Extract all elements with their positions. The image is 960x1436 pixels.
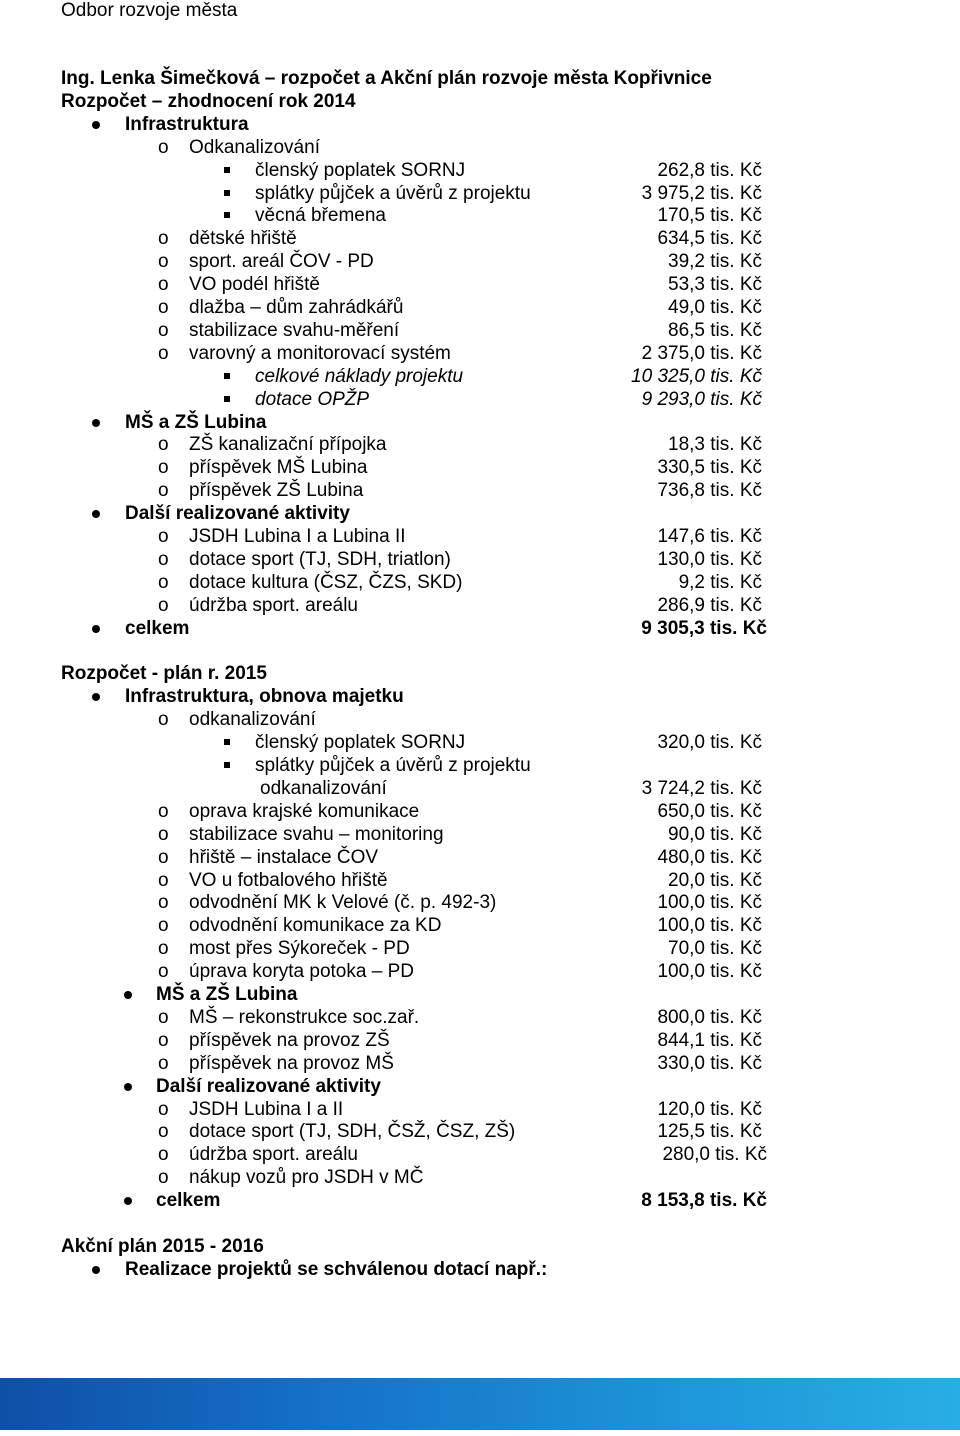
circle-bullet-icon: o — [158, 938, 169, 960]
amount-value: 320,0 tis. Kč — [657, 732, 762, 754]
amount-value: 8 153,8 tis. Kč — [641, 1190, 767, 1212]
bullet-icon — [92, 625, 100, 633]
line-label: ZŠ kanalizační přípojka — [189, 434, 387, 456]
document-line — [0, 617, 960, 640]
amount-value: 3 975,2 tis. Kč — [641, 182, 762, 204]
amount-value: 9 293,0 tis. Kč — [641, 388, 762, 410]
amount-value: 90,0 tis. Kč — [668, 823, 762, 845]
line-label: Další realizované aktivity — [156, 1075, 381, 1097]
square-bullet-icon — [224, 373, 230, 379]
amount-value: 53,3 tis. Kč — [668, 274, 762, 296]
circle-bullet-icon: o — [158, 915, 169, 937]
bullet-icon — [124, 1083, 132, 1091]
line-label: odkanalizování — [189, 709, 316, 731]
circle-bullet-icon: o — [158, 274, 169, 296]
bullet-icon — [92, 121, 100, 129]
amount-value: 9,2 tis. Kč — [678, 571, 762, 593]
document-line — [0, 800, 960, 823]
line-label: příspěvek na provoz ZŠ — [189, 1029, 390, 1051]
document-line — [0, 1006, 960, 1029]
amount-value: 120,0 tis. Kč — [657, 1098, 762, 1120]
line-label: most přes Sýkoreček - PD — [189, 938, 410, 960]
document-line — [0, 1029, 960, 1052]
circle-bullet-icon: o — [158, 251, 169, 273]
circle-bullet-icon: o — [158, 457, 169, 479]
square-bullet-icon — [224, 396, 230, 402]
document-line — [0, 1052, 960, 1075]
document-line — [0, 365, 960, 388]
line-label: údržba sport. areálu — [189, 594, 358, 616]
document-line — [0, 594, 960, 617]
circle-bullet-icon: o — [158, 1098, 169, 1120]
line-label: Infrastruktura, obnova majetku — [125, 686, 404, 708]
line-label: hřiště – instalace ČOV — [189, 846, 379, 868]
line-label: Realizace projektů se schválenou dotací např.: — [125, 1258, 548, 1280]
circle-bullet-icon: o — [158, 319, 169, 341]
line-label: údržba sport. areálu — [189, 1144, 358, 1166]
document-line — [0, 731, 960, 754]
amount-value: 280,0 tis. Kč — [662, 1144, 767, 1166]
amount-value: 736,8 tis. Kč — [657, 480, 762, 502]
amount-value: 634,5 tis. Kč — [657, 228, 762, 250]
line-label: MŠ a ZŠ Lubina — [156, 984, 298, 1005]
document-line — [0, 548, 960, 571]
amount-value: 86,5 tis. Kč — [668, 319, 762, 341]
circle-bullet-icon: o — [158, 228, 169, 250]
circle-bullet-icon: o — [158, 342, 169, 364]
document-line — [0, 388, 960, 411]
document-line — [0, 891, 960, 914]
document-line — [0, 296, 960, 319]
line-label: Rozpočet - plán r. 2015 — [61, 663, 267, 685]
document-line — [0, 227, 960, 250]
line-label: věcná břemena — [255, 205, 386, 227]
circle-bullet-icon: o — [158, 1167, 169, 1189]
document-line — [0, 204, 960, 227]
amount-value: 130,0 tis. Kč — [657, 548, 762, 570]
document-line — [0, 777, 960, 800]
amount-value: 147,6 tis. Kč — [657, 526, 762, 547]
document-line — [0, 433, 960, 456]
amount-value: 800,0 tis. Kč — [657, 1006, 762, 1028]
document-line — [0, 1075, 960, 1098]
line-label: příspěvek na provoz MŠ — [189, 1052, 394, 1074]
amount-value: 70,0 tis. Kč — [668, 938, 762, 960]
square-bullet-icon — [224, 190, 230, 196]
document-line — [0, 1235, 960, 1258]
amount-value: 100,0 tis. Kč — [657, 961, 762, 983]
circle-bullet-icon: o — [158, 526, 169, 547]
amount-value: 3 724,2 tis. Kč — [641, 777, 762, 799]
line-label: MŠ a ZŠ Lubina — [125, 411, 267, 433]
circle-bullet-icon: o — [158, 1052, 169, 1074]
document-line — [0, 846, 960, 869]
line-label: stabilizace svahu – monitoring — [189, 823, 444, 845]
amount-value: 170,5 tis. Kč — [657, 205, 762, 227]
line-label: Infrastruktura — [125, 113, 249, 135]
line-label: Odkanalizování — [189, 136, 320, 158]
line-label: odvodnění komunikace za KD — [189, 915, 442, 937]
amount-value: 20,0 tis. Kč — [668, 869, 762, 891]
amount-value: 100,0 tis. Kč — [657, 892, 762, 914]
line-label: Ing. Lenka Šimečková – rozpočet a Akční plán rozvoje města Kopřivnice — [61, 68, 712, 89]
line-label: dotace OPŽP — [255, 388, 370, 410]
document-line — [0, 182, 960, 205]
amount-value: 330,5 tis. Kč — [657, 457, 762, 479]
circle-bullet-icon: o — [158, 1144, 169, 1166]
bullet-icon — [124, 1197, 132, 1205]
circle-bullet-icon: o — [158, 1029, 169, 1051]
line-label: Další realizované aktivity — [125, 503, 350, 525]
line-label: celkové náklady projektu — [255, 365, 464, 387]
line-label: VO podél hřiště — [189, 274, 320, 296]
document-line — [0, 525, 960, 548]
circle-bullet-icon: o — [158, 709, 169, 731]
document-line — [0, 960, 960, 983]
line-label: odvodnění MK k Velové (č. p. 492-3) — [189, 892, 497, 914]
circle-bullet-icon: o — [158, 800, 169, 822]
document-line — [0, 319, 960, 342]
document-line — [0, 914, 960, 937]
amount-value: 2 375,0 tis. Kč — [641, 342, 762, 364]
document-line — [0, 90, 960, 113]
amount-value: 262,8 tis. Kč — [657, 159, 762, 181]
line-label: dotace sport (TJ, SDH, triatlon) — [189, 548, 451, 570]
circle-bullet-icon: o — [158, 869, 169, 891]
circle-bullet-icon: o — [158, 548, 169, 570]
line-label: Akční plán 2015 - 2016 — [61, 1235, 264, 1257]
line-label: MŠ – rekonstrukce soc.zař. — [189, 1006, 420, 1028]
line-label: splátky půjček a úvěrů z projektu — [255, 755, 531, 776]
line-label: JSDH Lubina I a II — [189, 1098, 344, 1120]
document-line — [0, 937, 960, 960]
document-line — [0, 67, 960, 90]
document-line — [0, 708, 960, 731]
amount-value: 18,3 tis. Kč — [668, 434, 762, 456]
amount-value: 10 325,0 tis. Kč — [631, 365, 762, 387]
circle-bullet-icon: o — [158, 480, 169, 502]
document-line — [0, 1166, 960, 1189]
line-label: splátky půjček a úvěrů z projektu — [255, 182, 531, 204]
bullet-icon — [124, 991, 132, 999]
line-label: dotace sport (TJ, SDH, ČSŽ, ČSZ, ZŠ) — [189, 1121, 516, 1143]
square-bullet-icon — [224, 167, 230, 173]
amount-value: 844,1 tis. Kč — [657, 1029, 762, 1051]
line-label: příspěvek ZŠ Lubina — [189, 480, 364, 502]
bullet-icon — [92, 1266, 100, 1274]
document-line — [0, 159, 960, 182]
document-line — [0, 456, 960, 479]
circle-bullet-icon: o — [158, 297, 169, 318]
circle-bullet-icon: o — [158, 434, 169, 456]
circle-bullet-icon: o — [158, 961, 169, 983]
line-label: Rozpočet – zhodnocení rok 2014 — [61, 90, 356, 112]
line-label: VO u fotbalového hřiště — [189, 869, 388, 891]
amount-value: 125,5 tis. Kč — [657, 1121, 762, 1143]
document-line — [0, 754, 960, 777]
circle-bullet-icon: o — [158, 136, 169, 158]
line-label: varovný a monitorovací systém — [189, 342, 451, 364]
line-label: úprava koryta potoka – PD — [189, 961, 414, 983]
document-line — [0, 479, 960, 502]
line-label: členský poplatek SORNJ — [255, 732, 466, 754]
line-label: příspěvek MŠ Lubina — [189, 457, 368, 479]
document-line — [0, 823, 960, 846]
document-line — [0, 136, 960, 159]
circle-bullet-icon: o — [158, 594, 169, 616]
document-line — [0, 869, 960, 892]
document-line — [0, 342, 960, 365]
document-line — [0, 411, 960, 434]
square-bullet-icon — [224, 762, 230, 768]
line-label: celkem — [125, 617, 190, 639]
document-line — [0, 502, 960, 525]
document-line — [0, 685, 960, 708]
footer-color-bar — [0, 1378, 960, 1430]
line-label: stabilizace svahu-měření — [189, 319, 400, 341]
bullet-icon — [92, 419, 100, 427]
amount-value: 286,9 tis. Kč — [657, 594, 762, 616]
circle-bullet-icon: o — [158, 571, 169, 593]
amount-value: 650,0 tis. Kč — [657, 800, 762, 822]
document-line — [0, 1189, 960, 1212]
page-header-title: Odbor rozvoje města — [61, 0, 238, 21]
document-line — [0, 571, 960, 594]
document-line — [0, 983, 960, 1006]
document-line — [0, 1258, 960, 1281]
line-label: dětské hřiště — [189, 228, 297, 250]
line-label: sport. areál ČOV - PD — [189, 251, 374, 273]
circle-bullet-icon: o — [158, 1121, 169, 1143]
amount-value: 39,2 tis. Kč — [668, 251, 762, 273]
line-label: dotace kultura (ČSZ, ČZS, SKD) — [189, 571, 463, 593]
bullet-icon — [92, 510, 100, 518]
line-label: členský poplatek SORNJ — [255, 159, 466, 181]
document-line — [0, 1120, 960, 1143]
document-line — [0, 273, 960, 296]
line-label: oprava krajské komunikace — [189, 800, 420, 822]
line-label: JSDH Lubina I a Lubina II — [189, 526, 406, 547]
amount-value: 330,0 tis. Kč — [657, 1052, 762, 1074]
amount-value: 480,0 tis. Kč — [657, 846, 762, 868]
circle-bullet-icon: o — [158, 892, 169, 914]
line-label: dlažba – dům zahrádkářů — [189, 297, 404, 318]
amount-value: 49,0 tis. Kč — [668, 297, 762, 318]
line-label: nákup vozů pro JSDH v MČ — [189, 1167, 424, 1189]
circle-bullet-icon: o — [158, 1006, 169, 1028]
document-line — [0, 1143, 960, 1166]
document-line — [0, 250, 960, 273]
square-bullet-icon — [224, 212, 230, 218]
line-label: celkem — [156, 1190, 221, 1212]
circle-bullet-icon: o — [158, 823, 169, 845]
document-line — [0, 1098, 960, 1121]
amount-value: 100,0 tis. Kč — [657, 915, 762, 937]
circle-bullet-icon: o — [158, 846, 169, 868]
document-line — [0, 662, 960, 685]
document-line — [0, 113, 960, 136]
line-label: odkanalizování — [260, 777, 387, 799]
amount-value: 9 305,3 tis. Kč — [641, 617, 767, 639]
square-bullet-icon — [224, 739, 230, 745]
bullet-icon — [92, 693, 100, 701]
